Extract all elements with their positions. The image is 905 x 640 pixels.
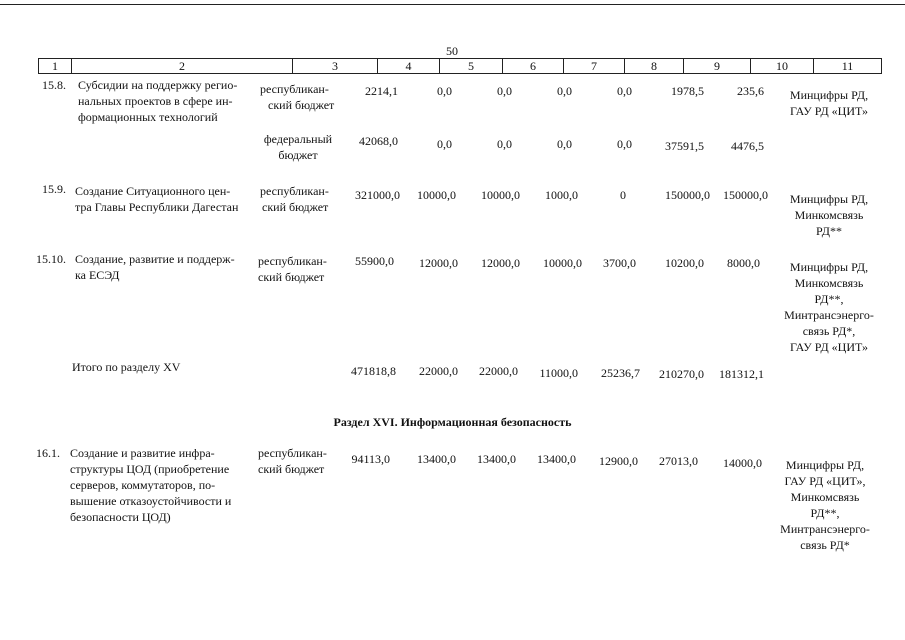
total-value: 471818,8: [351, 364, 396, 378]
executor: Минтрансэнерго-: [784, 308, 874, 322]
funding-source: федеральный: [263, 132, 333, 146]
value-total: 55900,0: [355, 254, 394, 268]
executor: Минцифры РД,: [789, 192, 869, 206]
value-y1: 0,0: [437, 137, 452, 151]
value-y2: 13400,0: [477, 452, 516, 466]
executor: Минкомсвязь: [794, 208, 864, 222]
value-y2: 0,0: [497, 84, 512, 98]
value-y6: 235,6: [737, 84, 764, 98]
executor: Минтрансэнерго-: [780, 522, 870, 536]
value-y3: 0,0: [557, 84, 572, 98]
executor: Минцифры РД,: [785, 458, 865, 472]
row-id: 15.10.: [36, 252, 66, 266]
funding-source: ский бюджет: [268, 98, 335, 112]
row-name-line: Создание и развитие инфра-: [70, 446, 215, 460]
executor: Минцифры РД,: [789, 88, 869, 102]
total-value: 181312,1: [719, 367, 764, 381]
funding-source: республикан-: [258, 254, 327, 268]
value-y4: 12900,0: [599, 454, 638, 468]
value-y5: 1978,5: [671, 84, 704, 98]
header-col-1: 1: [39, 59, 72, 74]
row-name-line: нальных проектов в сфере ин-: [78, 94, 233, 108]
header-col-8: 8: [625, 59, 684, 74]
value-y3: 1000,0: [545, 188, 578, 202]
executor: Минкомсвязь: [794, 276, 864, 290]
value-total: 321000,0: [355, 188, 400, 202]
funding-source: республикан-: [260, 184, 329, 198]
top-border-line: [0, 4, 905, 5]
header-col-3: 3: [293, 59, 378, 74]
total-value: 210270,0: [659, 367, 704, 381]
column-number-header: [38, 58, 882, 74]
value-y5: 10200,0: [665, 256, 704, 270]
total-value: 25236,7: [601, 366, 640, 380]
executor: ГАУ РД «ЦИТ»: [789, 104, 869, 118]
value-y6: 8000,0: [727, 256, 760, 270]
value-y2: 0,0: [497, 137, 512, 151]
value-y5: 37591,5: [665, 139, 704, 153]
value-y1: 0,0: [437, 84, 452, 98]
value-y3: 0,0: [557, 137, 572, 151]
value-y1: 12000,0: [419, 256, 458, 270]
value-y4: 3700,0: [603, 256, 636, 270]
executor: РД**,: [810, 506, 840, 520]
funding-source: бюджет: [278, 148, 318, 162]
executor: ГАУ РД «ЦИТ»,: [784, 474, 866, 488]
header-col-5: 5: [440, 59, 503, 74]
header-col-7: 7: [564, 59, 625, 74]
executor: Минкомсвязь: [790, 490, 860, 504]
executor: РД**,: [814, 292, 844, 306]
row-name-line: Субсидии на поддержку регио-: [78, 78, 238, 92]
row-name-line: Создание, развитие и поддерж-: [75, 252, 235, 266]
executor: связь РД*,: [802, 324, 856, 338]
row-id: 16.1.: [36, 446, 60, 460]
value-y4: 0,0: [617, 137, 632, 151]
executor: Минцифры РД,: [789, 260, 869, 274]
executor: связь РД*: [800, 538, 850, 552]
row-name-line: тра Главы Республики Дагестан: [75, 200, 239, 214]
funding-source: ский бюджет: [258, 462, 325, 476]
total-label: Итого по разделу XV: [72, 360, 181, 374]
funding-source: республикан-: [258, 446, 327, 460]
funding-source: ский бюджет: [258, 270, 325, 284]
row-name-line: формационных технологий: [78, 110, 218, 124]
value-y2: 10000,0: [481, 188, 520, 202]
total-value: 11000,0: [539, 366, 578, 380]
header-col-6: 6: [503, 59, 564, 74]
value-y2: 12000,0: [481, 256, 520, 270]
value-y4: 0: [620, 188, 626, 202]
value-y4: 0,0: [617, 84, 632, 98]
row-name-line: безопасности ЦОД): [70, 510, 171, 524]
section-title: Раздел XVI. Информационная безопасность: [333, 415, 572, 429]
total-value: 22000,0: [419, 364, 458, 378]
value-y6: 150000,0: [723, 188, 768, 202]
value-y3: 10000,0: [543, 256, 582, 270]
value-total: 94113,0: [351, 452, 390, 466]
header-col-2: 2: [72, 59, 293, 74]
header-col-11: 11: [814, 59, 882, 74]
executor: РД**: [816, 224, 842, 238]
total-value: 22000,0: [479, 364, 518, 378]
header-col-9: 9: [684, 59, 751, 74]
value-y1: 13400,0: [417, 452, 456, 466]
row-id: 15.8.: [42, 78, 66, 92]
row-name-line: серверов, коммутаторов, по-: [70, 478, 216, 492]
funding-source: ский бюджет: [262, 200, 329, 214]
value-total: 42068,0: [359, 134, 398, 148]
value-y3: 13400,0: [537, 452, 576, 466]
header-col-10: 10: [751, 59, 814, 74]
row-name-line: Создание Ситуационного цен-: [75, 184, 231, 198]
header-col-4: 4: [378, 59, 440, 74]
row-name-line: структуры ЦОД (приобретение: [70, 462, 230, 476]
value-y5: 150000,0: [665, 188, 710, 202]
value-y1: 10000,0: [417, 188, 456, 202]
funding-source: республикан-: [260, 82, 329, 96]
executor: ГАУ РД «ЦИТ»: [789, 340, 869, 354]
value-y5: 27013,0: [659, 454, 698, 468]
row-name-line: вышение отказоустойчивости и: [70, 494, 232, 508]
page-number: 50: [446, 44, 458, 58]
value-total: 2214,1: [365, 84, 398, 98]
row-name-line: ка ЕСЭД: [75, 268, 120, 282]
value-y6: 4476,5: [731, 139, 764, 153]
row-id: 15.9.: [42, 182, 66, 196]
value-y6: 14000,0: [723, 456, 762, 470]
